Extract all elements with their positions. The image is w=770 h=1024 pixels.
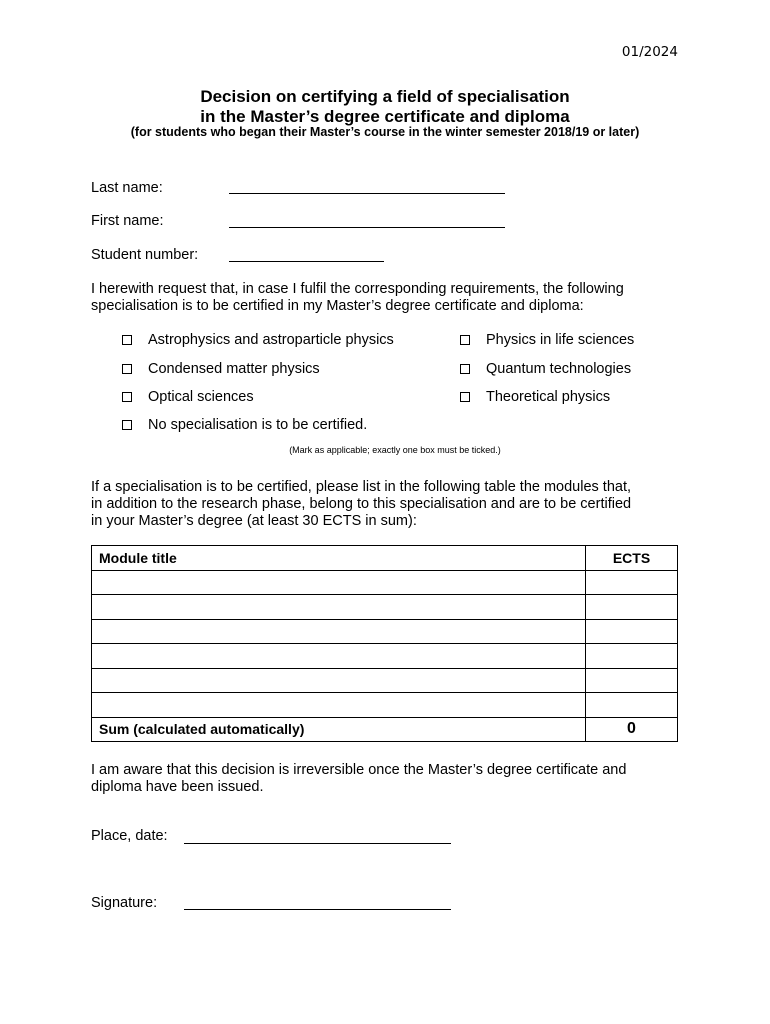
last-name-field[interactable] — [229, 193, 505, 194]
sum-row — [92, 717, 678, 742]
checkbox[interactable] — [460, 335, 470, 345]
request-line-1: I herewith request that, in case I fulfil the corresponding requirements, the following — [91, 281, 624, 297]
checkbox[interactable] — [122, 392, 132, 402]
place-date-label: Place, date: — [91, 828, 168, 844]
awareness-paragraph — [91, 762, 691, 796]
table-row — [92, 693, 678, 718]
awareness-line-1: I am aware that this decision is irreversible once the Master’s degree certificate and — [91, 762, 627, 778]
first-name-field[interactable] — [229, 227, 505, 228]
checkbox[interactable] — [122, 420, 132, 430]
option-label: Physics in life sciences — [486, 332, 635, 348]
sum-value: 0 — [586, 717, 678, 742]
selection-note: (Mark as applicable; exactly one box must be ticked.) — [289, 445, 501, 455]
module-title-cell[interactable] — [92, 693, 586, 718]
last-name-label: Last name: — [91, 180, 163, 196]
ects-cell[interactable] — [586, 693, 678, 718]
signature-label: Signature: — [91, 895, 158, 911]
table-row — [92, 595, 678, 620]
module-title-cell[interactable] — [92, 595, 586, 620]
student-number-field[interactable] — [229, 261, 384, 262]
ects-cell[interactable] — [586, 619, 678, 644]
form-title-line-2: in the Master’s degree certificate and diploma — [200, 107, 570, 126]
ects-cell[interactable] — [586, 570, 678, 595]
option-label: Theoretical physics — [486, 389, 611, 405]
option-label: Condensed matter physics — [148, 361, 320, 377]
option-label: Astrophysics and astroparticle physics — [148, 332, 394, 348]
ects-header: ECTS — [586, 546, 678, 571]
place-date-field[interactable] — [184, 843, 451, 844]
request-line-2: specialisation is to be certified in my Master’s degree certificate and diploma: — [91, 298, 584, 314]
option-quantum-technologies[interactable] — [460, 361, 631, 377]
option-label: Quantum technologies — [486, 361, 632, 377]
modules-intro-paragraph — [91, 479, 691, 530]
ects-cell[interactable] — [586, 644, 678, 669]
option-theoretical-physics[interactable] — [460, 389, 610, 405]
ects-cell[interactable] — [586, 595, 678, 620]
option-condensed-matter[interactable] — [122, 361, 320, 377]
form-version: 01/2024 — [621, 44, 678, 60]
modules-intro-line-3: in your Master’s degree (at least 30 ECTS in sum): — [91, 513, 417, 529]
option-no-specialisation[interactable] — [122, 417, 367, 433]
request-paragraph — [91, 281, 691, 315]
module-title-header: Module title — [92, 546, 586, 571]
table-row — [92, 619, 678, 644]
module-title-cell[interactable] — [92, 570, 586, 595]
modules-table — [91, 545, 678, 742]
form-subtitle: (for students who began their Master’s course in the winter semester 2018/19 or later) — [130, 125, 640, 139]
modules-intro-line-1: If a specialisation is to be certified, please list in the following table the modules that, — [91, 479, 632, 495]
table-header-row — [92, 546, 678, 571]
table-row — [92, 644, 678, 669]
checkbox[interactable] — [460, 392, 470, 402]
signature-field[interactable] — [184, 909, 451, 910]
table-row — [92, 570, 678, 595]
option-label: No specialisation is to be certified. — [148, 417, 368, 433]
first-name-label: First name: — [91, 213, 164, 229]
sum-label: Sum (calculated automatically) — [92, 717, 586, 742]
module-title-cell[interactable] — [92, 644, 586, 669]
option-optical-sciences[interactable] — [122, 389, 254, 405]
table-row — [92, 668, 678, 693]
student-number-label: Student number: — [91, 247, 199, 263]
option-astrophysics[interactable] — [122, 332, 394, 348]
form-title-line-1: Decision on certifying a field of specialisation — [200, 87, 570, 106]
option-physics-life-sciences[interactable] — [460, 332, 634, 348]
checkbox[interactable] — [460, 364, 470, 374]
option-label: Optical sciences — [148, 389, 254, 405]
checkbox[interactable] — [122, 364, 132, 374]
modules-intro-line-2: in addition to the research phase, belong to this specialisation and are to be certified — [91, 496, 632, 512]
ects-cell[interactable] — [586, 668, 678, 693]
checkbox[interactable] — [122, 335, 132, 345]
module-title-cell[interactable] — [92, 619, 586, 644]
module-title-cell[interactable] — [92, 668, 586, 693]
awareness-line-2: diploma have been issued. — [91, 779, 264, 795]
